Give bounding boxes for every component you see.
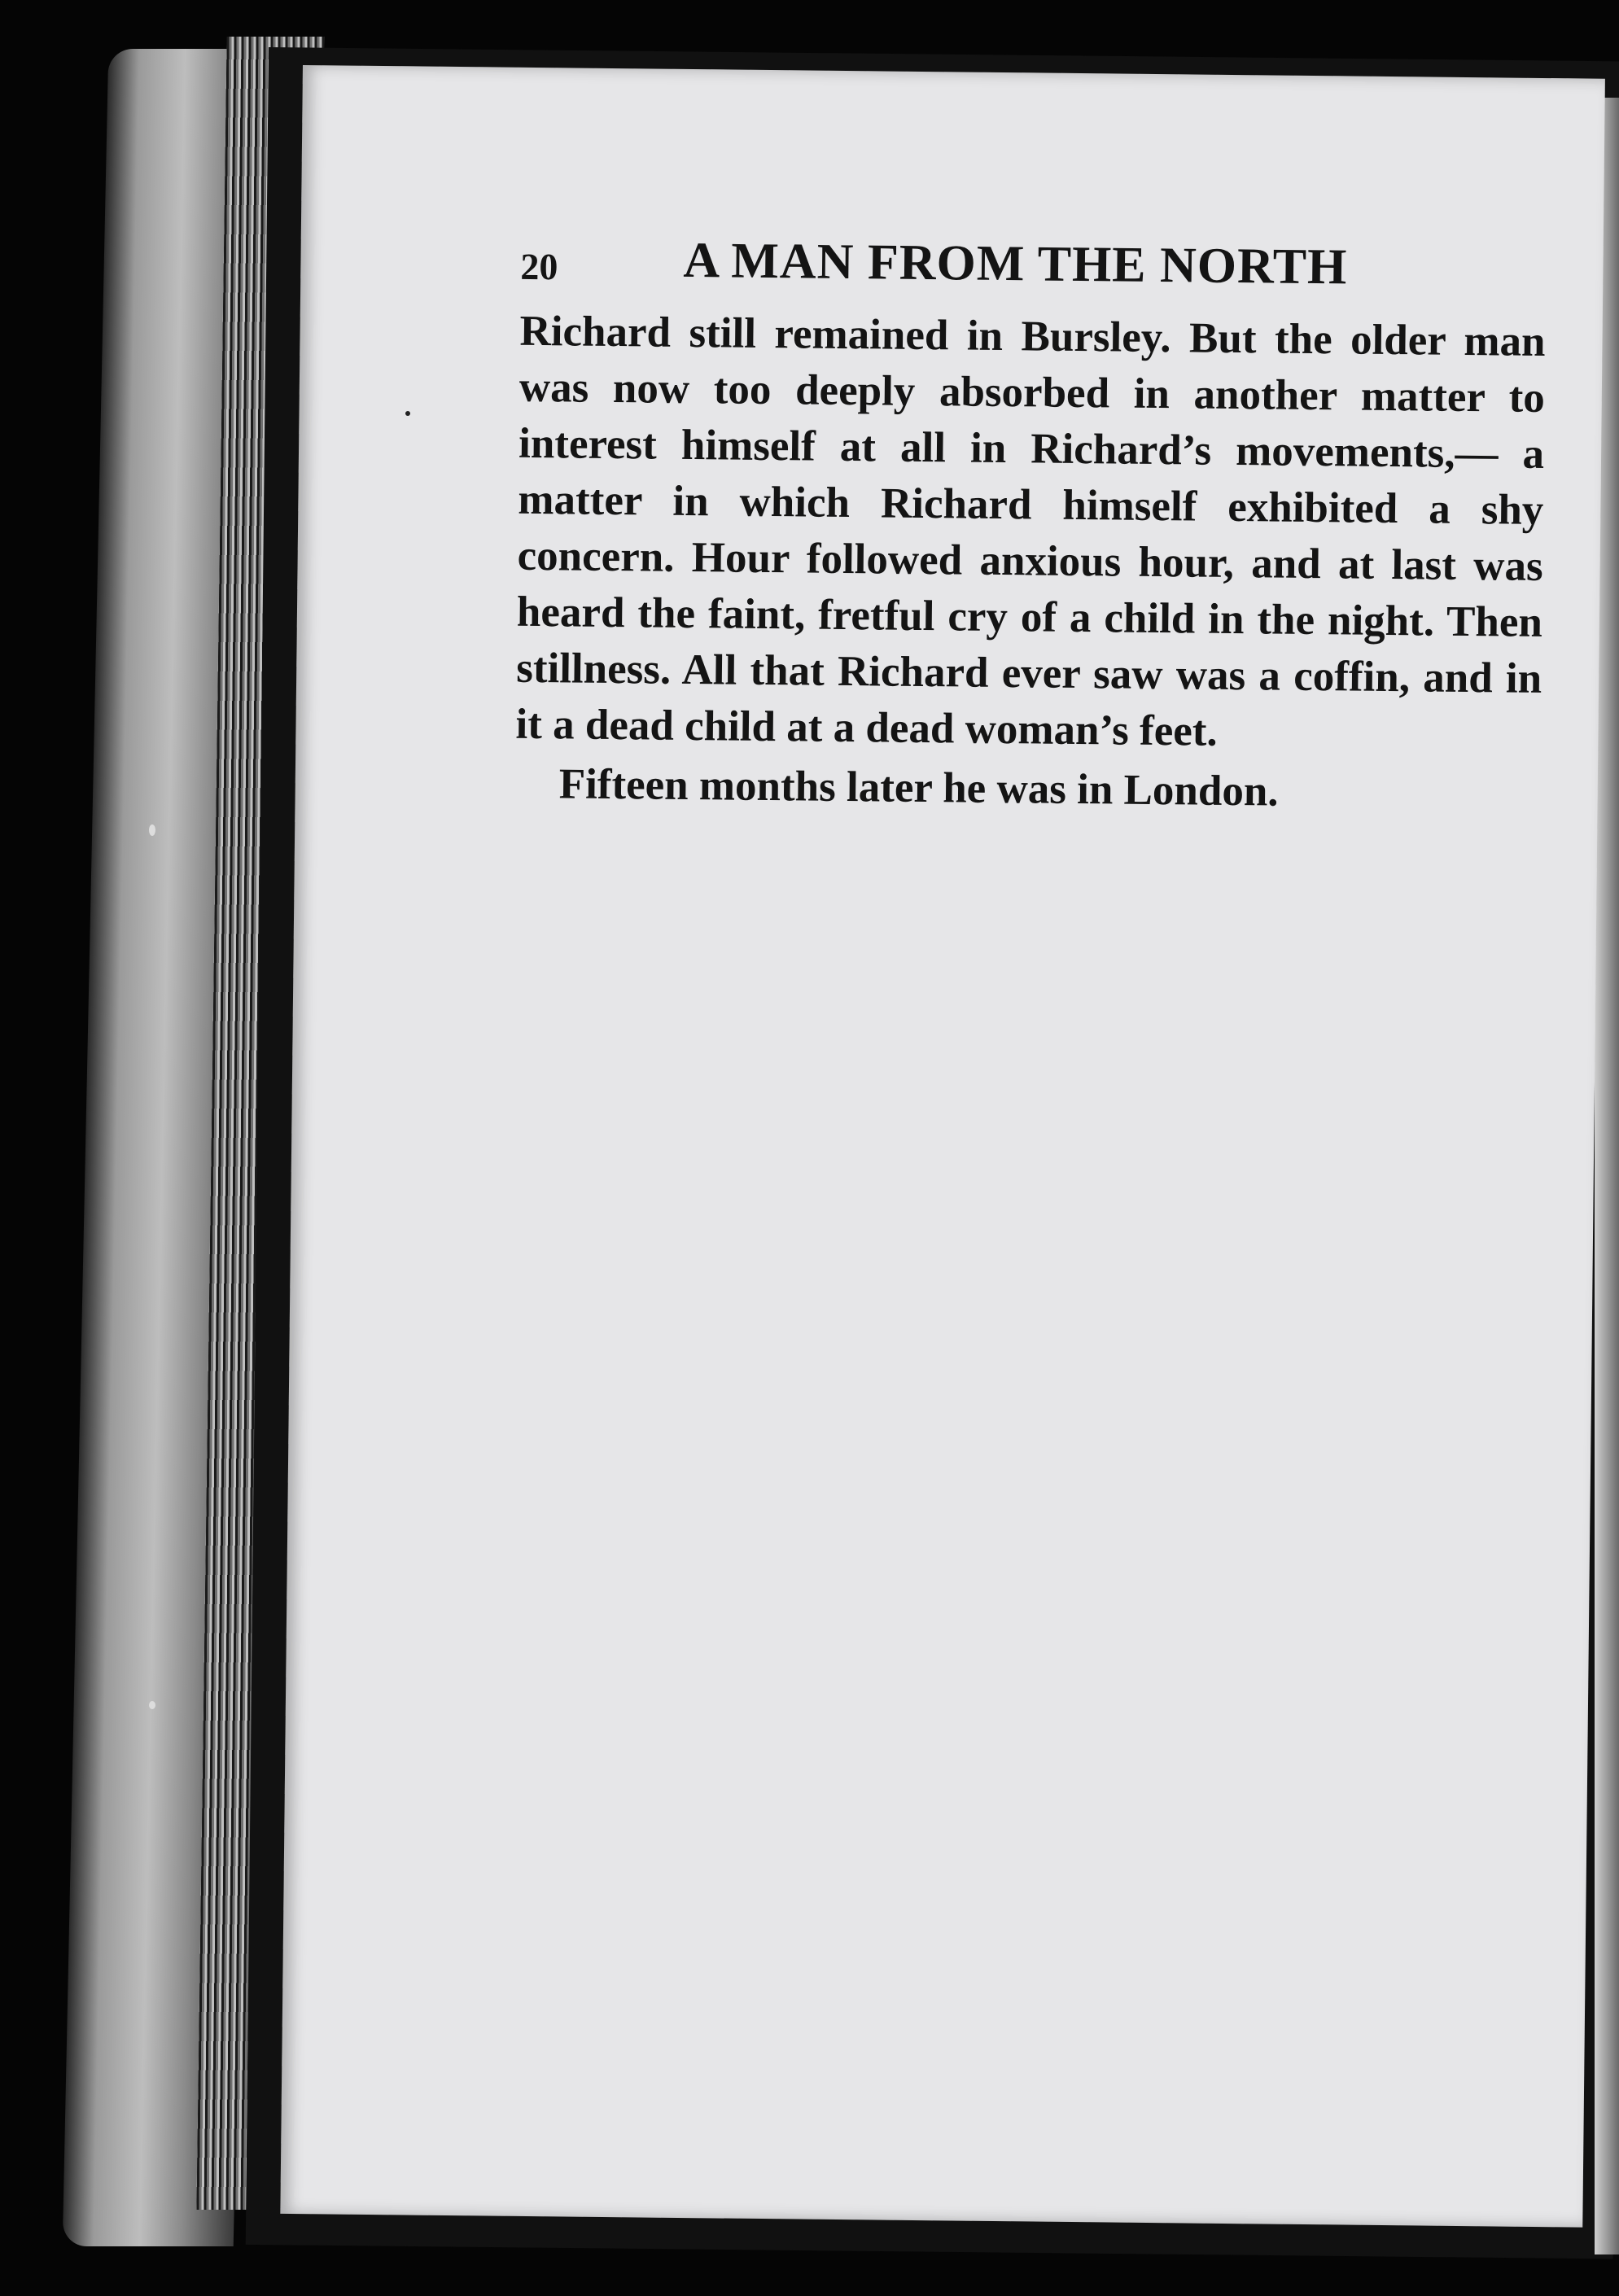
scan-speck (149, 1701, 155, 1709)
scan-speck (149, 824, 155, 836)
book-page (280, 65, 1605, 2228)
body-paragraph-1: Richard still remained in Bursley. But the older man was now too deeply absorbed in another matter to interest himself at all in Richard’s movements,— a matter in which Richard himself exhibited a shy concern. Hour followed anxious hour, and at last was heard the faint, fretful cry of a child in the night. Then stillness. All that Richard ever saw was a coffin, and in it a dead child at a dead woman’s feet. (515, 307, 1546, 755)
scan-speck (405, 411, 410, 416)
page-number: 20 (520, 245, 558, 288)
running-title: A MAN FROM THE NORTH (683, 232, 1348, 295)
page-content (514, 230, 1546, 823)
running-head (520, 230, 1547, 314)
body-paragraph-2: Fifteen months later he was in London. (558, 760, 1279, 816)
